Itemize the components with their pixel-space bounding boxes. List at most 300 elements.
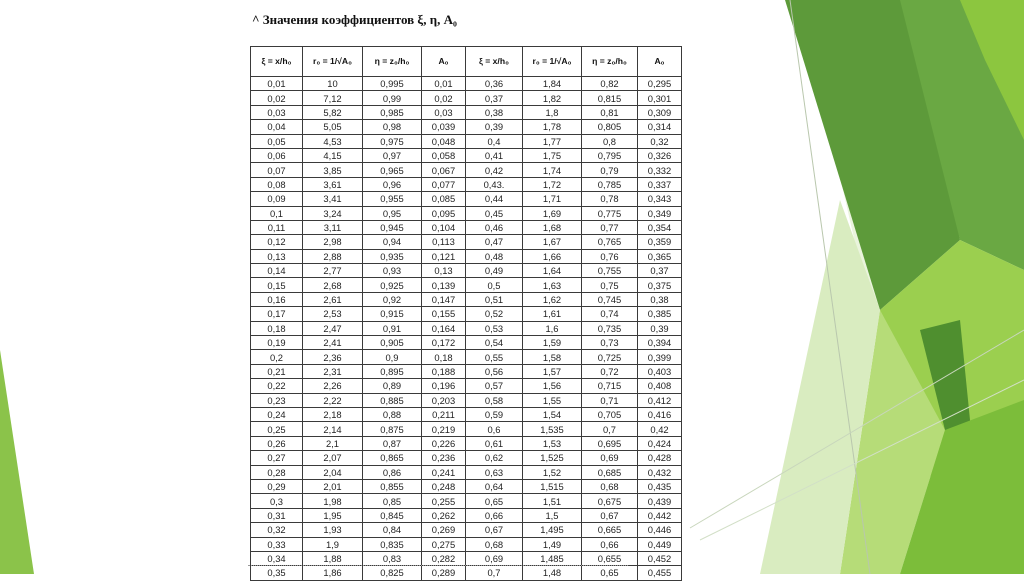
table-cell: 0,1 (251, 206, 303, 220)
table-cell: 2,31 (303, 364, 363, 378)
table-cell: 0,416 (638, 407, 682, 421)
table-cell: 0,452 (638, 551, 682, 565)
table-row (251, 523, 682, 537)
table-cell: 1,57 (523, 364, 582, 378)
table-cell: 0,24 (251, 407, 303, 421)
table-cell: 0,309 (638, 105, 682, 119)
table-cell: 1,74 (523, 163, 582, 177)
table-cell: 0,39 (466, 120, 523, 134)
table-cell: 1,78 (523, 120, 582, 134)
table-cell: 0,71 (582, 393, 638, 407)
table-row (251, 307, 682, 321)
table-cell: 0,55 (466, 350, 523, 364)
table-cell: 1,86 (303, 566, 363, 580)
table-cell: 0,172 (422, 336, 466, 350)
table-cell: 0,6 (466, 422, 523, 436)
table-cell: 1,95 (303, 508, 363, 522)
table-cell: 0,79 (582, 163, 638, 177)
table-cell: 0,85 (363, 494, 422, 508)
table-cell: 0,53 (466, 321, 523, 335)
table-cell: 0,226 (422, 436, 466, 450)
table-row (251, 192, 682, 206)
coefficients-table (250, 46, 682, 581)
table-cell: 0,18 (422, 350, 466, 364)
table-cell: 0,56 (466, 364, 523, 378)
table-cell: 5,05 (303, 120, 363, 134)
table-cell: 1,67 (523, 235, 582, 249)
table-cell: 0,077 (422, 177, 466, 191)
table-cell: 0,385 (638, 307, 682, 321)
table-cell: 1,61 (523, 307, 582, 321)
table-cell: 0,83 (363, 551, 422, 565)
table-cell: 0,69 (582, 451, 638, 465)
table-cell: 0,7 (582, 422, 638, 436)
table-cell: 0,675 (582, 494, 638, 508)
table-cell: 1,5 (523, 508, 582, 522)
table-cell: 0,825 (363, 566, 422, 580)
table-cell: 0,68 (582, 479, 638, 493)
table-row (251, 77, 682, 91)
cut-off-caption (248, 565, 628, 574)
table-cell: 0,725 (582, 350, 638, 364)
table-cell: 1,535 (523, 422, 582, 436)
table-cell: 0,02 (251, 91, 303, 105)
table-cell: 1,8 (523, 105, 582, 119)
table-cell: 0,354 (638, 220, 682, 234)
table-cell: 2,01 (303, 479, 363, 493)
table-cell: 0,65 (466, 494, 523, 508)
table-cell: 0,18 (251, 321, 303, 335)
table-cell: 2,41 (303, 336, 363, 350)
table-cell: 1,59 (523, 336, 582, 350)
table-cell: 0,945 (363, 220, 422, 234)
table-cell: 0,058 (422, 148, 466, 162)
table-header-row (251, 47, 682, 77)
table-cell: 0,935 (363, 249, 422, 263)
table-cell: 2,36 (303, 350, 363, 364)
table-cell: 1,56 (523, 379, 582, 393)
table-cell: 0,359 (638, 235, 682, 249)
table-cell: 0,775 (582, 206, 638, 220)
table-cell: 0,08 (251, 177, 303, 191)
table-cell: 0,295 (638, 77, 682, 91)
table-cell: 0,11 (251, 220, 303, 234)
table-cell: 1,51 (523, 494, 582, 508)
table-cell: 0,67 (466, 523, 523, 537)
table-cell: 1,71 (523, 192, 582, 206)
table-cell: 1,63 (523, 278, 582, 292)
table-cell: 3,61 (303, 177, 363, 191)
table-cell: 0,432 (638, 465, 682, 479)
table-cell: 0,84 (363, 523, 422, 537)
table-cell: 0,39 (638, 321, 682, 335)
table-cell: 0,21 (251, 364, 303, 378)
table-cell: 0,74 (582, 307, 638, 321)
table-cell: 1,62 (523, 292, 582, 306)
table-cell: 1,84 (523, 77, 582, 91)
table-cell: 0,43. (466, 177, 523, 191)
table-row (251, 436, 682, 450)
table-cell: 0,57 (466, 379, 523, 393)
table-cell: 0,76 (582, 249, 638, 263)
table-cell: 0,805 (582, 120, 638, 134)
table-row (251, 508, 682, 522)
table-cell: 0,46 (466, 220, 523, 234)
table-cell: 0,301 (638, 91, 682, 105)
table-cell: 0,995 (363, 77, 422, 91)
table-cell: 0,067 (422, 163, 466, 177)
table-cell: 0,155 (422, 307, 466, 321)
table-cell: 0,655 (582, 551, 638, 565)
table-cell: 2,22 (303, 393, 363, 407)
table-cell: 0,715 (582, 379, 638, 393)
table-cell: 1,82 (523, 91, 582, 105)
table-cell: 0,05 (251, 134, 303, 148)
table-cell: 1,64 (523, 264, 582, 278)
table-cell: 0,975 (363, 134, 422, 148)
table-cell: 0,26 (251, 436, 303, 450)
table-cell: 0,06 (251, 148, 303, 162)
table-cell: 0,735 (582, 321, 638, 335)
table-cell: 0,403 (638, 364, 682, 378)
column-header: ξ = x/h₀ (251, 47, 303, 77)
table-cell: 0,885 (363, 393, 422, 407)
table-cell: 0,42 (466, 163, 523, 177)
table-cell: 0,2 (251, 350, 303, 364)
table-cell: 0,89 (363, 379, 422, 393)
column-header: A₀ (422, 47, 466, 77)
table-cell: 0,09 (251, 192, 303, 206)
table-cell: 0,66 (582, 537, 638, 551)
table-cell: 0,45 (466, 206, 523, 220)
table-cell: 0,375 (638, 278, 682, 292)
table-cell: 1,6 (523, 321, 582, 335)
table-cell: 0,72 (582, 364, 638, 378)
table-cell: 0,275 (422, 537, 466, 551)
table-cell: 0,33 (251, 537, 303, 551)
table-cell: 0,44 (466, 192, 523, 206)
table-cell: 0,349 (638, 206, 682, 220)
table-cell: 0,35 (251, 566, 303, 580)
table-cell: 0,865 (363, 451, 422, 465)
table-cell: 0,095 (422, 206, 466, 220)
table-cell: 0,97 (363, 148, 422, 162)
table-cell: 7,12 (303, 91, 363, 105)
table-cell: 0,36 (466, 77, 523, 91)
table-cell: 0,439 (638, 494, 682, 508)
table-cell: 0,408 (638, 379, 682, 393)
table-row (251, 292, 682, 306)
table-cell: 0,147 (422, 292, 466, 306)
table-row (251, 177, 682, 191)
table-cell: 1,9 (303, 537, 363, 551)
table-cell: 0,326 (638, 148, 682, 162)
table-cell: 2,53 (303, 307, 363, 321)
table-cell: 0,4 (466, 134, 523, 148)
table-cell: 0,41 (466, 148, 523, 162)
table-cell: 0,985 (363, 105, 422, 119)
table-cell: 0,8 (582, 134, 638, 148)
table-row (251, 91, 682, 105)
table-cell: 2,1 (303, 436, 363, 450)
table-cell: 0,219 (422, 422, 466, 436)
table-cell: 0,58 (466, 393, 523, 407)
table-cell: 2,04 (303, 465, 363, 479)
table-cell: 2,26 (303, 379, 363, 393)
table-cell: 1,495 (523, 523, 582, 537)
table-cell: 1,88 (303, 551, 363, 565)
table-cell: 0,845 (363, 508, 422, 522)
table-cell: 0,435 (638, 479, 682, 493)
table-cell: 1,69 (523, 206, 582, 220)
table-row (251, 422, 682, 436)
table-row (251, 551, 682, 565)
table-cell: 0,73 (582, 336, 638, 350)
table-cell: 0,905 (363, 336, 422, 350)
table-cell: 0,59 (466, 407, 523, 421)
table-cell: 0,96 (363, 177, 422, 191)
table-cell: 0,19 (251, 336, 303, 350)
table-cell: 1,75 (523, 148, 582, 162)
table-row (251, 494, 682, 508)
table-cell: 0,04 (251, 120, 303, 134)
table-cell: 0,104 (422, 220, 466, 234)
table-cell: 0,13 (422, 264, 466, 278)
table-cell: 0,01 (251, 77, 303, 91)
table-cell: 0,66 (466, 508, 523, 522)
table-row (251, 163, 682, 177)
table-cell: 0,86 (363, 465, 422, 479)
table-cell: 0,412 (638, 393, 682, 407)
table-cell: 0,78 (582, 192, 638, 206)
table-cell: 0,262 (422, 508, 466, 522)
table-cell: 1,93 (303, 523, 363, 537)
table-cell: 0,65 (582, 566, 638, 580)
table-cell: 0,03 (422, 105, 466, 119)
table-cell: 0,282 (422, 551, 466, 565)
table-cell: 3,24 (303, 206, 363, 220)
table-cell: 0,81 (582, 105, 638, 119)
table-cell: 0,424 (638, 436, 682, 450)
table-cell: 0,255 (422, 494, 466, 508)
table-cell: 0,95 (363, 206, 422, 220)
table-cell: 0,37 (638, 264, 682, 278)
table-cell: 0,446 (638, 523, 682, 537)
table-cell: 1,54 (523, 407, 582, 421)
table-cell: 0,27 (251, 451, 303, 465)
table-cell: 0,68 (466, 537, 523, 551)
table-cell: 0,82 (582, 77, 638, 91)
table-row (251, 278, 682, 292)
table-row (251, 336, 682, 350)
column-header: A₀ (638, 47, 682, 77)
table-cell: 0,38 (638, 292, 682, 306)
table-row (251, 264, 682, 278)
table-cell: 4,53 (303, 134, 363, 148)
table-cell: 0,039 (422, 120, 466, 134)
table-row (251, 465, 682, 479)
page-title: ^ Значения коэффициентов ξ, η, A₀ (252, 12, 457, 27)
table-row (251, 364, 682, 378)
table-cell: 0,29 (251, 479, 303, 493)
table-cell: 2,61 (303, 292, 363, 306)
table-cell: 0,63 (466, 465, 523, 479)
table-cell: 0,442 (638, 508, 682, 522)
table-cell: 0,428 (638, 451, 682, 465)
table-cell: 0,77 (582, 220, 638, 234)
table-cell: 0,925 (363, 278, 422, 292)
column-header: r₀ = 1/√A₀ (523, 47, 582, 77)
table-cell: 0,685 (582, 465, 638, 479)
table-cell: 0,14 (251, 264, 303, 278)
table-cell: 3,41 (303, 192, 363, 206)
column-header: r₀ = 1/√A₀ (303, 47, 363, 77)
table-row (251, 235, 682, 249)
table-row (251, 379, 682, 393)
table-cell: 0,01 (422, 77, 466, 91)
table-cell: 0,88 (363, 407, 422, 421)
table-row (251, 206, 682, 220)
table-cell: 0,314 (638, 120, 682, 134)
table-cell: 0,99 (363, 91, 422, 105)
table-cell: 0,188 (422, 364, 466, 378)
table-row (251, 451, 682, 465)
table-cell: 0,236 (422, 451, 466, 465)
table-cell: 2,47 (303, 321, 363, 335)
table-row (251, 148, 682, 162)
table-cell: 0,62 (466, 451, 523, 465)
table-cell: 0,42 (638, 422, 682, 436)
table-cell: 0,03 (251, 105, 303, 119)
table-cell: 0,875 (363, 422, 422, 436)
table-cell: 2,18 (303, 407, 363, 421)
table-cell: 0,365 (638, 249, 682, 263)
table-cell: 2,98 (303, 235, 363, 249)
table-cell: 0,196 (422, 379, 466, 393)
table-cell: 0,51 (466, 292, 523, 306)
table-cell: 0,203 (422, 393, 466, 407)
table-row (251, 393, 682, 407)
table-cell: 0,745 (582, 292, 638, 306)
table-cell: 2,68 (303, 278, 363, 292)
table-cell: 0,64 (466, 479, 523, 493)
table-cell: 0,755 (582, 264, 638, 278)
table-cell: 0,332 (638, 163, 682, 177)
table-cell: 0,815 (582, 91, 638, 105)
table-cell: 0,394 (638, 336, 682, 350)
table-cell: 0,13 (251, 249, 303, 263)
table-cell: 0,3 (251, 494, 303, 508)
table-cell: 0,289 (422, 566, 466, 580)
table-cell: 0,9 (363, 350, 422, 364)
table-cell: 0,98 (363, 120, 422, 134)
table-cell: 0,94 (363, 235, 422, 249)
table-row (251, 220, 682, 234)
table-cell: 0,455 (638, 566, 682, 580)
table-cell: 0,915 (363, 307, 422, 321)
table-cell: 3,11 (303, 220, 363, 234)
table-cell: 0,15 (251, 278, 303, 292)
table-cell: 10 (303, 77, 363, 91)
table-row (251, 105, 682, 119)
table-cell: 0,248 (422, 479, 466, 493)
table-body (251, 77, 682, 581)
table-cell: 0,895 (363, 364, 422, 378)
table-cell: 0,139 (422, 278, 466, 292)
table-row (251, 134, 682, 148)
table-cell: 2,77 (303, 264, 363, 278)
table-cell: 2,88 (303, 249, 363, 263)
table-cell: 0,5 (466, 278, 523, 292)
table-cell: 0,69 (466, 551, 523, 565)
table-cell: 1,515 (523, 479, 582, 493)
table-cell: 0,695 (582, 436, 638, 450)
table-cell: 0,211 (422, 407, 466, 421)
table-cell: 1,58 (523, 350, 582, 364)
table-cell: 4,15 (303, 148, 363, 162)
table-cell: 0,343 (638, 192, 682, 206)
table-cell: 1,485 (523, 551, 582, 565)
table-cell: 0,38 (466, 105, 523, 119)
table-cell: 5,82 (303, 105, 363, 119)
table-cell: 0,61 (466, 436, 523, 450)
table-cell: 1,49 (523, 537, 582, 551)
table-cell: 0,34 (251, 551, 303, 565)
table-cell: 0,955 (363, 192, 422, 206)
table-cell: 0,241 (422, 465, 466, 479)
table-cell: 0,269 (422, 523, 466, 537)
table-cell: 0,7 (466, 566, 523, 580)
table-cell: 0,37 (466, 91, 523, 105)
table-cell: 0,93 (363, 264, 422, 278)
table-cell: 0,399 (638, 350, 682, 364)
table-cell: 1,66 (523, 249, 582, 263)
table-cell: 0,02 (422, 91, 466, 105)
table-row (251, 120, 682, 134)
table-cell: 1,72 (523, 177, 582, 191)
table-cell: 0,47 (466, 235, 523, 249)
table-cell: 0,16 (251, 292, 303, 306)
table-cell: 1,55 (523, 393, 582, 407)
column-header: η = z₀/h₀ (582, 47, 638, 77)
table-cell: 2,07 (303, 451, 363, 465)
table-cell: 0,665 (582, 523, 638, 537)
table-cell: 0,855 (363, 479, 422, 493)
table-cell: 0,25 (251, 422, 303, 436)
table-cell: 3,85 (303, 163, 363, 177)
table-row (251, 249, 682, 263)
table-cell: 1,98 (303, 494, 363, 508)
table-row (251, 479, 682, 493)
table-cell: 0,75 (582, 278, 638, 292)
table-cell: 0,785 (582, 177, 638, 191)
table-cell: 0,48 (466, 249, 523, 263)
table-cell: 0,449 (638, 537, 682, 551)
table-row (251, 407, 682, 421)
table-cell: 0,91 (363, 321, 422, 335)
table-cell: 0,32 (251, 523, 303, 537)
table-cell: 1,53 (523, 436, 582, 450)
table-cell: 1,525 (523, 451, 582, 465)
table-cell: 0,67 (582, 508, 638, 522)
table-row (251, 321, 682, 335)
table-cell: 0,164 (422, 321, 466, 335)
table-cell: 0,07 (251, 163, 303, 177)
table-row (251, 537, 682, 551)
table-cell: 0,23 (251, 393, 303, 407)
table-cell: 0,22 (251, 379, 303, 393)
table-cell: 0,49 (466, 264, 523, 278)
